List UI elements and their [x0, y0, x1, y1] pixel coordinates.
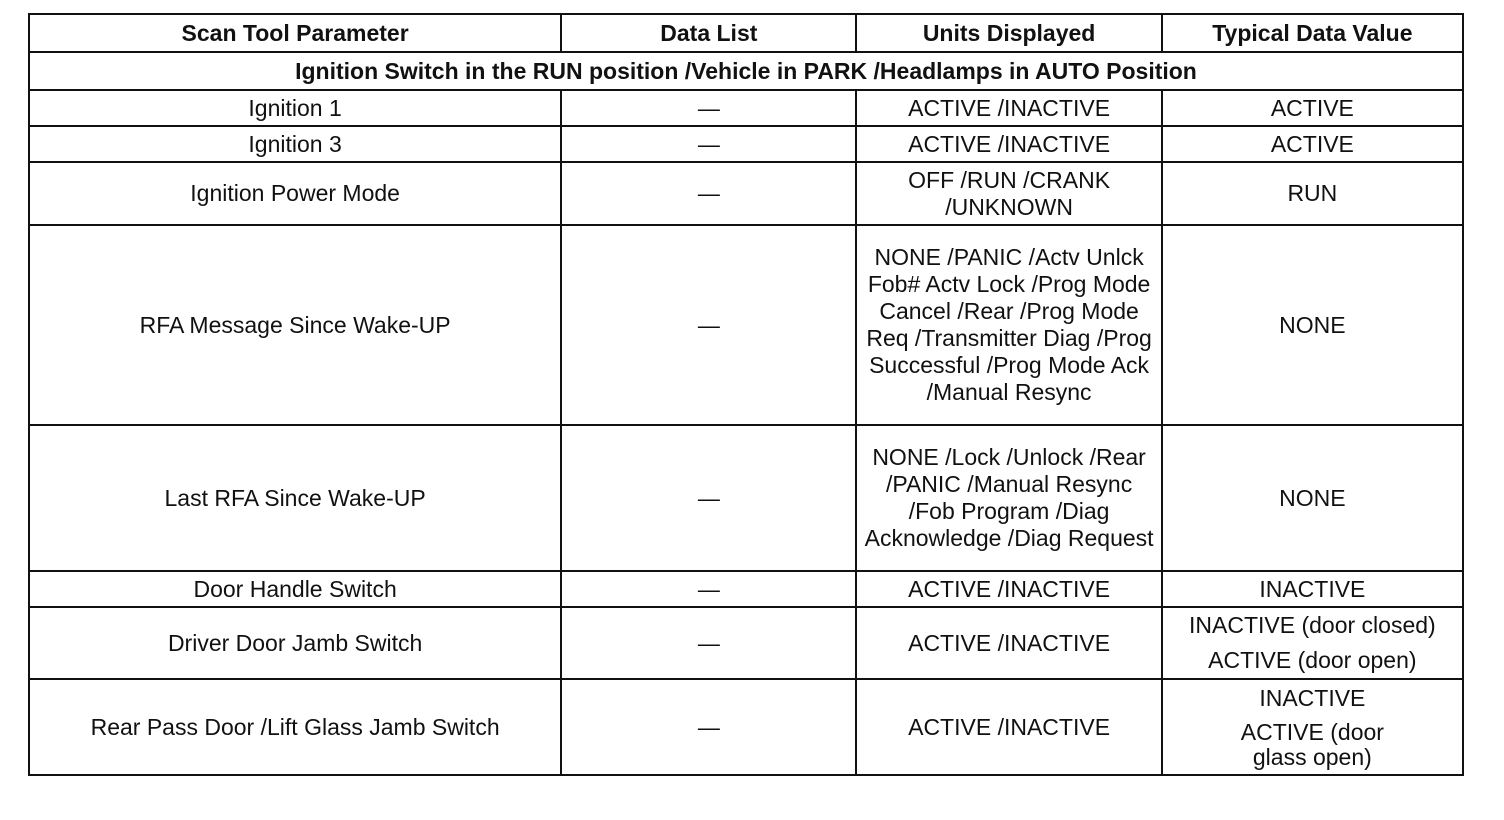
parameter-cell: Last RFA Since Wake-UP	[29, 425, 561, 571]
typical-value: ACTIVE	[1270, 94, 1354, 121]
data-list-cell: —	[561, 679, 856, 775]
units-cell: OFF /RUN /CRANK /UNKNOWN	[856, 162, 1161, 225]
units-cell: NONE /Lock /Unlock /Rear /PANIC /Manual Resync /Fob Program /Diag Acknowledge /Diag Request	[856, 425, 1161, 571]
typical-cell	[1162, 225, 1463, 425]
units-cell: ACTIVE /INACTIVE	[856, 126, 1161, 162]
typical-value: NONE	[1279, 311, 1346, 338]
header-row	[29, 14, 1463, 52]
typical-cell	[1162, 90, 1463, 126]
data-list-cell: —	[561, 126, 856, 162]
parameter-cell: RFA Message Since Wake-UP	[29, 225, 561, 425]
units-cell: NONE /PANIC /Actv Unlck Fob# Actv Lock /Prog Mode Cancel /Rear /Prog Mode Req /Transmitter Diag /Prog Successful /Prog Mode Ack /Manual Resync	[856, 225, 1161, 425]
section-row	[29, 52, 1463, 90]
typical-value: NONE	[1279, 484, 1346, 511]
parameter-cell: Rear Pass Door /Lift Glass Jamb Switch	[29, 679, 561, 775]
data-list-cell: —	[561, 90, 856, 126]
table-row	[29, 225, 1463, 425]
table-row	[29, 425, 1463, 571]
typical-value: INACTIVE	[1259, 575, 1366, 602]
units-cell: ACTIVE /INACTIVE	[856, 679, 1161, 775]
data-list-cell: —	[561, 571, 856, 607]
table-row	[29, 162, 1463, 225]
data-list-cell: —	[561, 425, 856, 571]
typical-value: ACTIVE (door open)	[1208, 647, 1417, 673]
units-cell: ACTIVE /INACTIVE	[856, 607, 1161, 679]
header-data-list: Data List	[561, 14, 856, 52]
units-cell: ACTIVE /INACTIVE	[856, 571, 1161, 607]
typical-value: ACTIVE	[1270, 130, 1354, 157]
typical-cell	[1162, 162, 1463, 225]
table-row	[29, 571, 1463, 607]
header-parameter: Scan Tool Parameter	[29, 14, 561, 52]
table-row	[29, 607, 1463, 679]
parameter-cell: Ignition 3	[29, 126, 561, 162]
section-title: Ignition Switch in the RUN position /Vehicle in PARK /Headlamps in AUTO Position	[29, 52, 1463, 90]
parameter-cell: Door Handle Switch	[29, 571, 561, 607]
typical-value: INACTIVE (door closed)	[1189, 612, 1436, 638]
typical-value: ACTIVE (door glass open)	[1240, 718, 1384, 770]
typical-value: INACTIVE	[1259, 684, 1366, 711]
typical-cell	[1162, 571, 1463, 607]
typical-cell	[1162, 425, 1463, 571]
data-list-cell: —	[561, 162, 856, 225]
header-units: Units Displayed	[856, 14, 1161, 52]
typical-cell	[1162, 679, 1463, 775]
header-typical: Typical Data Value	[1162, 14, 1463, 52]
typical-value: RUN	[1287, 180, 1338, 206]
parameter-cell: Ignition 1	[29, 90, 561, 126]
data-list-cell: —	[561, 225, 856, 425]
table-row	[29, 126, 1463, 162]
table-row	[29, 90, 1463, 126]
typical-cell	[1162, 126, 1463, 162]
data-list-cell: —	[561, 607, 856, 679]
table-row	[29, 679, 1463, 775]
parameter-cell: Ignition Power Mode	[29, 162, 561, 225]
scan-tool-data-table	[28, 13, 1464, 776]
typical-cell	[1162, 607, 1463, 679]
units-cell: ACTIVE /INACTIVE	[856, 90, 1161, 126]
parameter-cell: Driver Door Jamb Switch	[29, 607, 561, 679]
